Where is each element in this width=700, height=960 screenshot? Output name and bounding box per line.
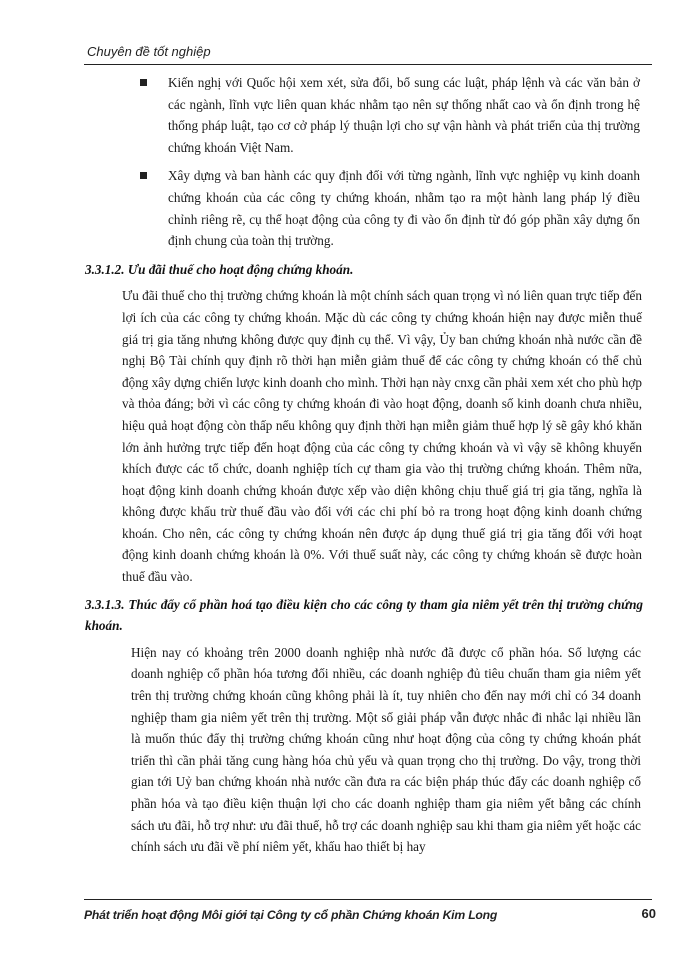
bullet-text: Kiến nghị với Quốc hội xem xét, sửa đổi, bổ sung các luật, pháp lệnh và các văn bản ở các ngành, lĩnh vực liên quan khác nhằm tạo nên sự thống nhất cao và ổn định trong hệ thống pháp luật, tạo cơ cở pháp lý thuận lợi cho sự vận hành và phát triển của thị trường chứng khoán Việt Nam. <box>168 75 640 155</box>
square-bullet-icon <box>140 79 147 86</box>
bullet-item <box>168 72 640 158</box>
square-bullet-icon <box>140 172 147 179</box>
header-divider <box>84 64 652 65</box>
footer-title: Phát triển hoạt động Môi giới tại Công ty cổ phần Chứng khoán Kim Long <box>84 908 498 922</box>
section-heading-tax-incentives: 3.3.1.2. Ưu đãi thuế cho hoạt động chứng khoán. <box>85 261 354 277</box>
page-header-title: Chuyên đề tốt nghiệp <box>87 44 211 59</box>
page-number: 60 <box>641 906 656 921</box>
footer-divider <box>84 899 652 900</box>
bullet-item <box>168 165 640 251</box>
section-paragraph: Hiện nay có khoảng trên 2000 doanh nghiệp nhà nước đã được cổ phần hóa. Số lượng các doanh nghiệp cổ phần hóa tương đối nhiều, các doanh nghiệp đủ tiêu chuẩn tham gia niêm yết trên thị trường chứng khoán cũng không phải là ít, tuy nhiên cho đến nay mới chỉ có 34 doanh nghiệp tham gia niêm yết trên thị trường. Một số giải pháp vẫn được nhắc đi nhắc lại nhiều lần là muốn thúc đẩy thị trường chứng khoán cũng như hoạt động của công ty chứng khoán phát triển thì cần phải tăng cung hàng hóa chủ yếu và quan trọng cho thị trường. Do vậy, trong thời gian tới Uỷ ban chứng khoán nhà nước cần đưa ra các biện pháp thúc đẩy các doanh nghiệp cổ phần hóa và tạo điều kiện thuận lợi cho các doanh nghiệp tham gia niêm yết bằng các chính sách ưu đãi, hỗ trợ như: ưu đãi thuế, hỗ trợ các doanh nghiệp sau khi tham gia niêm yết hoặc các chính sách ưu đãi về phí niêm yết, khấu hao thiết bị hay <box>131 644 641 855</box>
section-paragraph: Ưu đãi thuế cho thị trường chứng khoán là một chính sách quan trọng vì nó liên quan trực tiếp đến lợi ích của các công ty chứng khoán. Mặc dù các công ty chứng khoán hiện nay được miễn thuế giá trị gia tăng nhưng không được quy định cụ thể. Vì vậy, Ủy ban chứng khoán nhà nước cần đề nghị Bộ Tài chính quy định rõ thời hạn miễn giảm thuế để các công ty chứng khoán có thể chủ động xây dựng chiến lược kinh doanh cho mình. Thời hạn này cnxg cần phải xem xét cho phù hợp và thỏa đáng; bởi vì các công ty chứng khoán đi vào hoạt động, doanh số kinh doanh chưa nhiều, hiệu quả hoạt động còn thấp nếu không quy định thời hạn miễn giảm thuế hợp lý sẽ gây khó khăn lớn ảnh hưởng trực tiếp đến hoạt động của các công ty chứng khoán và vì vậy sẽ không khuyến khích được các tổ chức, doanh nghiệp tích cự tham gia vào thị trường chứng khoán. Thêm nữa, hoạt động kinh doanh chứng khoán được xếp vào diện không chịu thuế giá trị gia tăng, nghĩa là không được khấu trừ thuế đầu vào đối với các chi phí bỏ ra trong hoạt động kinh doanh chứng khoán. Cho nên, các công ty chứng khoán nên được áp dụng thuế giá trị gia tăng đối với hoạt động kinh doanh chứng khoán là 0%. Với thuế suất này, các công ty chứng khoán sẽ được hoàn thuế đầu vào. <box>122 288 642 585</box>
page-content <box>0 72 700 864</box>
section-heading-equitization: 3.3.1.3. Thúc đẩy cổ phần hoá tạo điều kiện cho các công ty tham gia niêm yết trên thị trường chứng khoán. <box>85 596 643 634</box>
bullet-text: Xây dựng và ban hành các quy định đối với từng ngành, lĩnh vực nghiệp vụ kinh doanh chứng khoán của các công ty chứng khoán, nhằm tạo ra một hành lang pháp lý điều chỉnh riêng rẽ, cụ thể hoạt động của công ty đi vào ổn định từ đó góp phần xây dựng ổn định chung của toàn thị trường. <box>168 168 640 249</box>
